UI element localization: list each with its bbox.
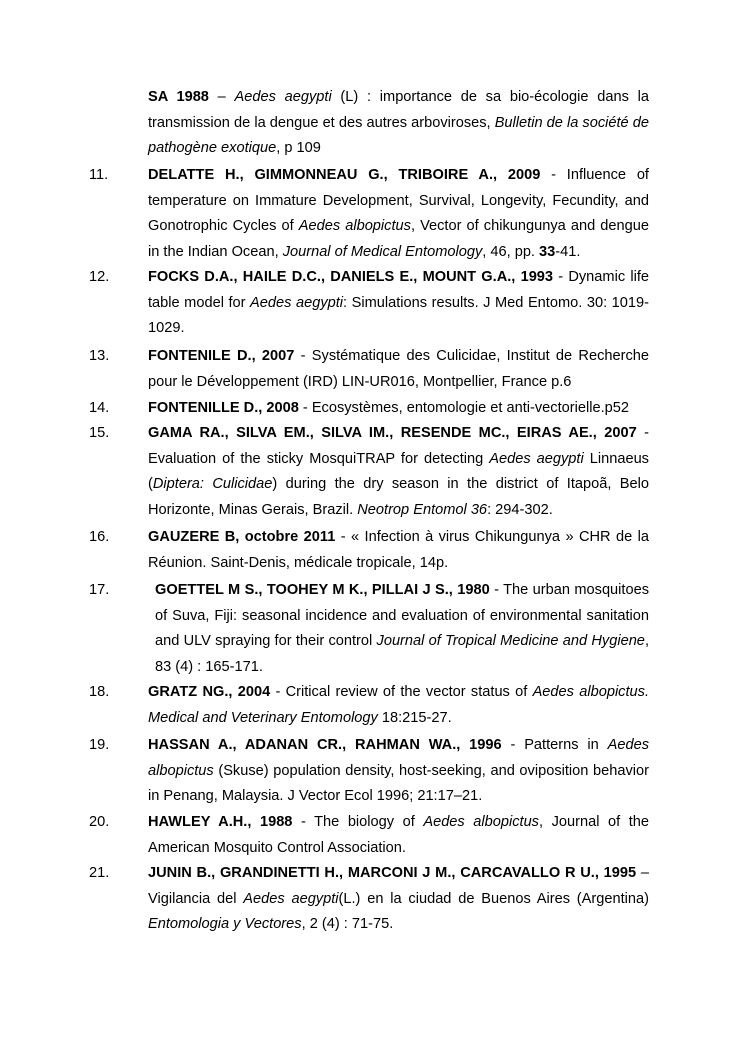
reference-text-run: 18:215-27. bbox=[377, 709, 452, 726]
reference-italic-title: Aedes aegypti bbox=[250, 294, 344, 311]
reference-text bbox=[148, 163, 649, 265]
reference-text bbox=[148, 733, 649, 810]
reference-text-run: - Dynamic life table model for bbox=[148, 269, 649, 311]
reference-text bbox=[148, 344, 649, 395]
reference-text-run: : Simulations results. J Med Entomo. 30: 1019-1029. bbox=[148, 294, 649, 337]
reference-text-run: , 46, pp. bbox=[482, 243, 540, 260]
reference-italic-title: Journal of Medical Entomology bbox=[282, 243, 483, 260]
reference-text bbox=[155, 578, 649, 680]
reference-text-run: - Systématique des Culicidae, Institut de Recherche pour le Développement (IRD) LIN-UR016, Montpellier, France p.6 bbox=[148, 348, 650, 390]
reference-number: 12. bbox=[89, 269, 110, 285]
reference-authors-year: GRATZ NG., 2004 bbox=[148, 684, 271, 700]
reference-italic-title: Aedes albopictus. Medical and Veterinary Entomology bbox=[148, 684, 649, 726]
reference-text-run: - Ecosystèmes, entomologie et anti-vectorielle.p52 bbox=[298, 400, 629, 416]
reference-text bbox=[148, 680, 649, 731]
reference-authors-year: GAMA RA., SILVA EM., SILVA IM., RESENDE MC., EIRAS AE., 2007 bbox=[148, 425, 637, 441]
reference-authors-year: GAUZERE B, octobre 2011 bbox=[148, 529, 336, 545]
reference-italic-title: Aedes aegypti bbox=[234, 89, 332, 105]
reference-text-run: - Patterns in bbox=[501, 737, 608, 753]
reference-italic-title: Aedes albopictus bbox=[148, 737, 649, 779]
reference-text-run: - Critical review of the vector status of bbox=[270, 684, 533, 700]
reference-italic-title: Diptera: Culicidae bbox=[152, 476, 273, 493]
reference-number: 18. bbox=[89, 684, 110, 700]
reference-text-run: (L.) en la ciudad de Buenos Aires (Argentina) bbox=[338, 890, 649, 907]
reference-text-run: (Skuse) population density, host-seeking, and oviposition behavior in Penang, Malaysia. J Vector Ecol 1996; 21:17–21. bbox=[148, 762, 649, 805]
reference-number: 11. bbox=[89, 167, 109, 183]
reference-authors-year: FONTENILE D., 2007 bbox=[148, 348, 295, 364]
reference-italic-title: Bulletin de la société de pathogène exotique bbox=[148, 114, 650, 157]
reference-authors-year: HAWLEY A.H., 1988 bbox=[148, 814, 293, 830]
reference-italic-title: Aedes aegypti bbox=[243, 890, 339, 907]
reference-italic-title: Entomologia y Vectores bbox=[148, 916, 302, 933]
reference-text-run: Linnaeus ( bbox=[148, 450, 649, 493]
reference-authors-year: FONTENILLE D., 2008 bbox=[148, 400, 299, 416]
reference-italic-title: Aedes albopictus bbox=[423, 814, 539, 830]
reference-number: 20. bbox=[89, 814, 110, 830]
reference-number: 17. bbox=[89, 582, 110, 598]
reference-text-run: , p 109 bbox=[276, 140, 321, 157]
reference-text bbox=[148, 265, 649, 342]
reference-italic-title: Aedes aegypti bbox=[489, 450, 584, 467]
reference-text bbox=[148, 525, 649, 576]
reference-text-run: - The biology of bbox=[292, 814, 424, 830]
reference-text bbox=[148, 810, 649, 861]
reference-text-run: - « Infection à virus Chikungunya » CHR de la Réunion. Saint-Denis, médicale tropicale, 14p. bbox=[148, 529, 649, 571]
reference-number: 13. bbox=[89, 348, 110, 364]
reference-text-run: , Journal of the American Mosquito Control Association. bbox=[148, 814, 649, 856]
reference-text-run: - The urban mosquitoes of Suva, Fiji: seasonal incidence and evaluation of environmental sanitation and ULV spraying for their control bbox=[155, 582, 650, 650]
reference-text-run: -41. bbox=[555, 243, 581, 260]
reference-number: 16. bbox=[89, 529, 110, 545]
reference-italic-title: Aedes albopictus bbox=[298, 218, 411, 235]
reference-text-run: - Influence of temperature on Immature Development, Survival, Longevity, Fecundity, and Gonotrophic Cycles of bbox=[148, 167, 649, 235]
reference-italic-title: Neotrop Entomol 36 bbox=[357, 501, 488, 518]
reference-authors-year: SA 1988 bbox=[148, 89, 209, 105]
reference-authors-year: HASSAN A., ADANAN CR., RAHMAN WA., 1996 bbox=[148, 737, 502, 753]
reference-authors-year: GOETTEL M S., TOOHEY M K., PILLAI J S., 1980 bbox=[155, 582, 490, 598]
reference-number: 14. bbox=[89, 400, 110, 416]
reference-text bbox=[148, 421, 649, 523]
reference-number: 21. bbox=[89, 865, 110, 881]
reference-italic-title: Journal of Tropical Medicine and Hygiene bbox=[376, 633, 645, 650]
reference-authors-year: FOCKS D.A., HAILE D.C., DANIELS E., MOUNT G.A., 1993 bbox=[148, 269, 554, 285]
reference-text-run: , 2 (4) : 71-75. bbox=[301, 916, 394, 933]
reference-number: 15. bbox=[89, 425, 110, 441]
reference-text-run: , 83 (4) : 165-171. bbox=[155, 633, 649, 675]
reference-text bbox=[148, 396, 649, 422]
reference-authors-year: DELATTE H., GIMMONNEAU G., TRIBOIRE A., 2009 bbox=[148, 167, 541, 183]
reference-text-run: – bbox=[208, 89, 235, 105]
reference-text-run: ) during the dry season in the district of Itapoã, Belo Horizonte, Minas Gerais, Brazil. bbox=[148, 476, 649, 518]
reference-text-run: , Vector of chikungunya and dengue in the Indian Ocean, bbox=[148, 218, 649, 260]
reference-number: 19. bbox=[89, 737, 110, 753]
reference-text bbox=[148, 85, 649, 162]
reference-authors-year: JUNIN B., GRANDINETTI H., MARCONI J M., CARCAVALLO R U., 1995 bbox=[148, 865, 637, 881]
reference-text bbox=[148, 861, 649, 938]
reference-text-run: - Evaluation of the sticky MosquiTRAP for detecting bbox=[148, 425, 649, 467]
reference-text-run: –Vigilancia del bbox=[148, 865, 649, 907]
reference-text-run: : 294-302. bbox=[487, 501, 553, 518]
reference-text-run: (L) : importance de sa bio-écologie dans la transmission de la dengue et des autres arboviroses, bbox=[148, 89, 649, 131]
reference-authors-year: 33 bbox=[539, 243, 556, 260]
